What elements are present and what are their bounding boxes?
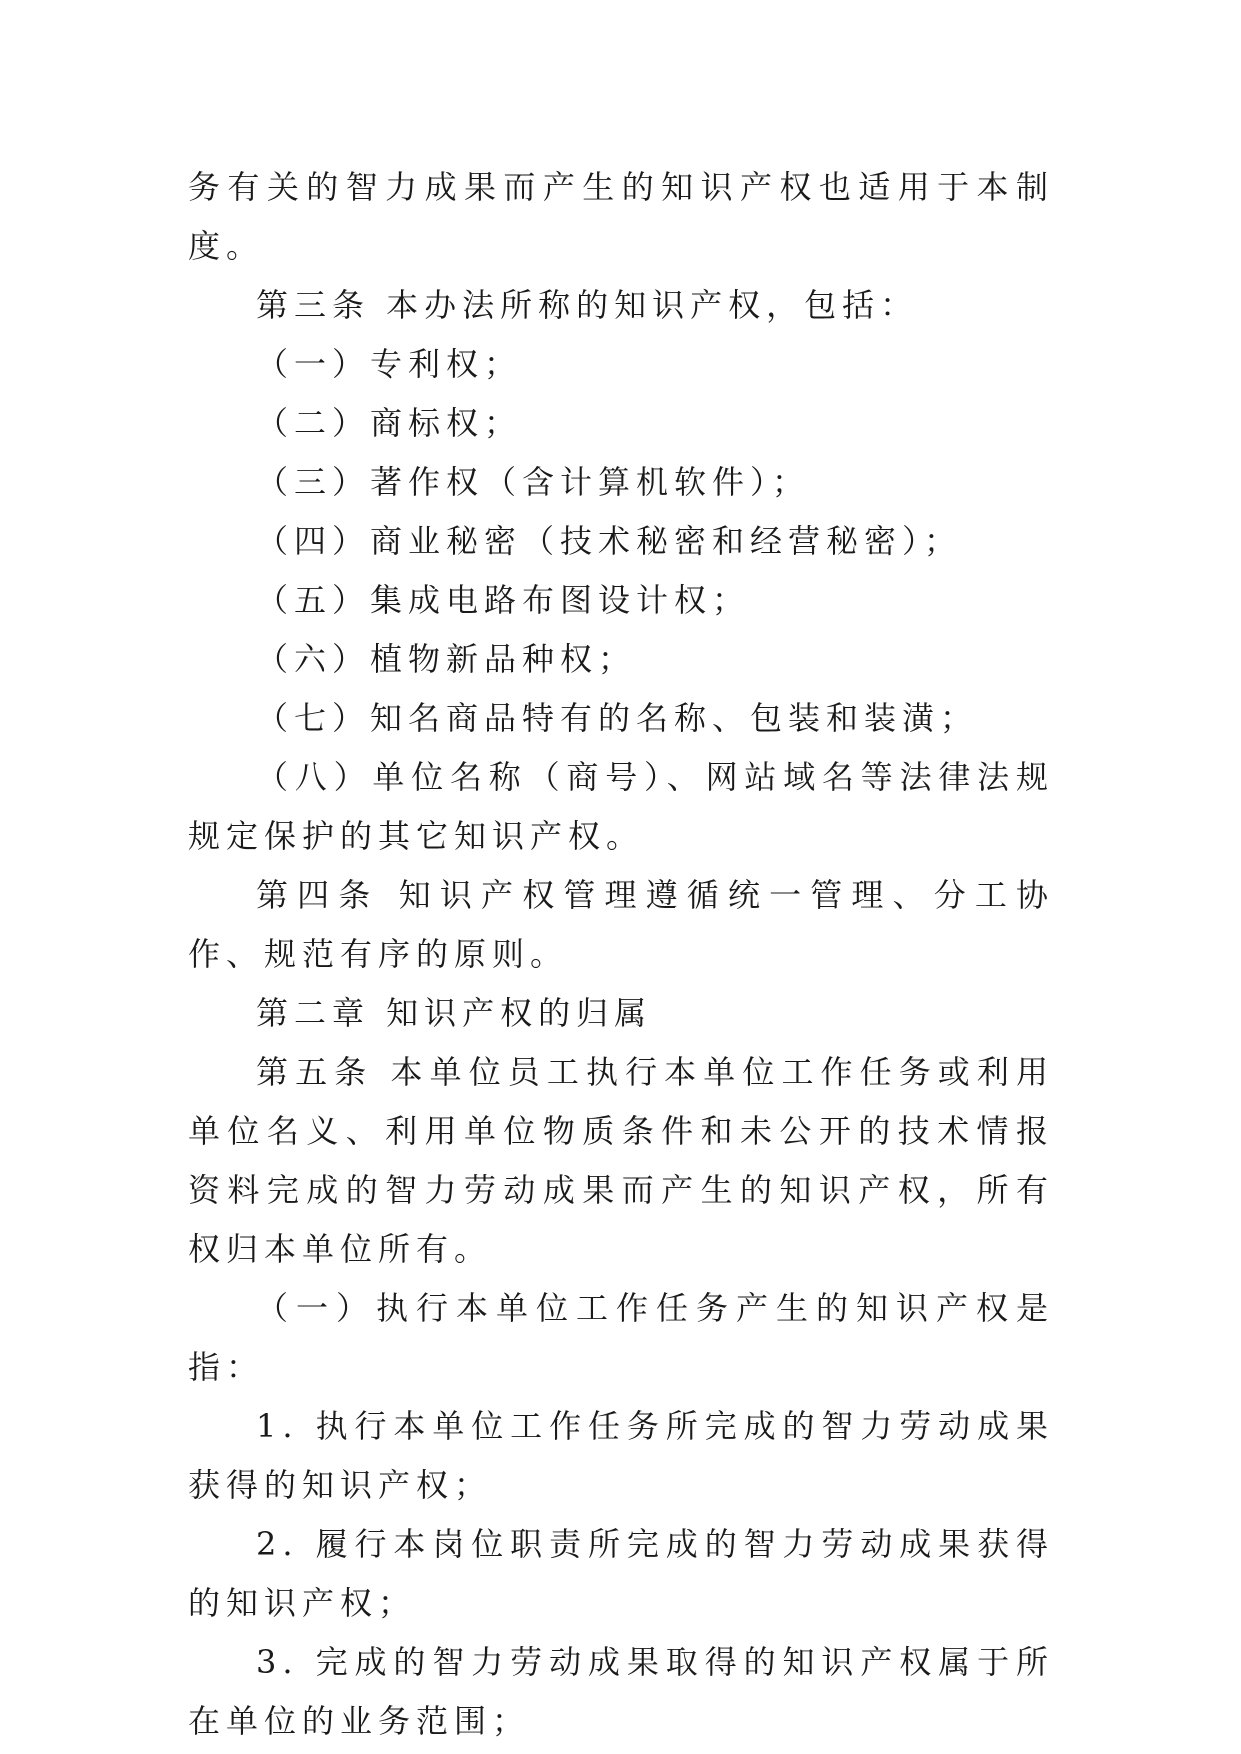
list-item-7: （七）知名商品特有的名称、包装和装潢； (256, 699, 979, 737)
list-item-2: （二）商标权； (256, 404, 523, 442)
document-body (188, 158, 1054, 1751)
numbered-item-1: 1. 执行本单位工作任务所完成的智力劳动成果获得的知识产权； (188, 1407, 1054, 1504)
list-item-8: （八）单位名称（商号）、网站域名等法律法规规定保护的其它知识产权。 (188, 758, 1054, 855)
chapter-heading: 第二章 知识产权的归属 (256, 994, 653, 1032)
list-item-3: （三）著作权（含计算机软件）； (256, 463, 811, 501)
article-3: 第三条 本办法所称的知识产权，包括： (256, 286, 919, 324)
sub-item-1: （一）执行本单位工作任务产生的知识产权是指： (188, 1289, 1054, 1386)
article-5: 第五条 本单位员工执行本单位工作任务或利用单位名义、利用单位物质条件和未公开的技术情报资料完成的智力劳动成果而产生的知识产权，所有权归本单位所有。 (188, 1053, 1054, 1268)
numbered-item-3: 3. 完成的智力劳动成果取得的知识产权属于所在单位的业务范围； (188, 1643, 1054, 1740)
list-item-4: （四）商业秘密（技术秘密和经营秘密）； (256, 522, 963, 560)
list-item-6: （六）植物新品种权； (256, 640, 637, 678)
list-item-1: （一）专利权； (256, 345, 523, 383)
article-4: 第四条 知识产权管理遵循统一管理、分工协作、规范有序的原则。 (188, 876, 1054, 973)
numbered-item-2: 2. 履行本岗位职责所完成的智力劳动成果获得的知识产权； (188, 1525, 1054, 1622)
list-item-5: （五）集成电路布图设计权； (256, 581, 751, 619)
paragraph-continuation: 务有关的智力成果而产生的知识产权也适用于本制度。 (188, 168, 1054, 265)
